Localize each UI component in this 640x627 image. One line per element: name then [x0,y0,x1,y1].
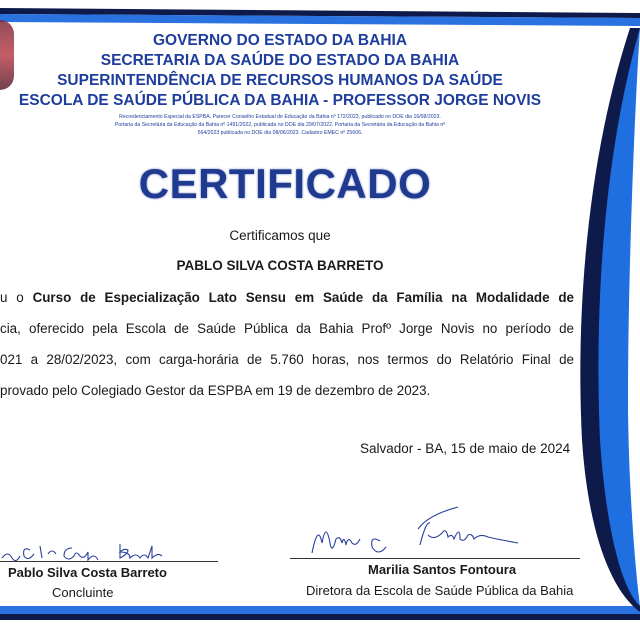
graduate-signature-line [0,561,218,562]
accreditation-line-1: Recredenciamento Especial da ESPBA. Parecer Conselho Estadual de Educação da Bahia nº 172/2023, publicado no DOE dia 16/08/2023. [119,114,441,120]
header-secretariat: SECRETARIA DA SAÚDE DO ESTADO DA BAHIA [100,52,460,69]
certificate-title: CERTIFICADO [138,160,432,207]
top-border-band [0,4,640,26]
accreditation-line-3: 564/2023 publicada no DOE dia 08/06/2023. Cadastro EMEC nº 25606. [197,130,363,136]
certify-intro: Certificamos que [229,228,331,243]
director-name: Marilia Santos Fontoura [368,562,517,577]
graduate-role: Concluinte [52,585,114,600]
recipient-name: PABLO SILVA COSTA BARRETO [176,258,384,273]
body-text: u o [0,290,33,305]
body-line-4: provado pelo Colegiado Gestor da ESPBA em 19 de dezembro de 2023. [0,383,431,398]
place-and-date: Salvador - BA, 15 de maio de 2024 [360,441,571,456]
course-name: Curso de Especialização Lato Sensu em Saúde da Família na Modalidade de [32,290,574,305]
body-line-2 [0,321,574,336]
header-government: GOVERNO DO ESTADO DA BAHIA [152,32,408,49]
body-line-3: 021 a 28/02/2023, com carga-horária de 5.760 horas, nos termos do Relatório Final de [0,352,574,367]
body-text: , oferecido pela Escola de Saúde Pública da Bahia Profº Jorge Novis no período de [17,321,574,336]
director-role: Diretora da Escola de Saúde Pública da Bahia [306,583,574,598]
body-text: cia [0,321,18,336]
director-handwritten-signature [300,505,580,561]
accreditation-line-2: Portaria da Secretária da Educação da Bahia nº 1491/2022, publicada no DOE dia 29/07/2022. Portaria da Secretária da Educação da Bahia nº [114,122,446,128]
body-line-1 [0,290,574,305]
header-superintendence: SUPERINTENDÊNCIA DE RECURSOS HUMANOS DA SAÚDE [57,72,503,89]
bottom-border-band [0,606,640,627]
header-school: ESCOLA DE SAÚDE PÚBLICA DA BAHIA - PROFESSOR JORGE NOVIS [18,92,542,109]
graduate-name: Pablo Silva Costa Barreto [8,565,167,580]
director-signature-line [290,558,580,559]
